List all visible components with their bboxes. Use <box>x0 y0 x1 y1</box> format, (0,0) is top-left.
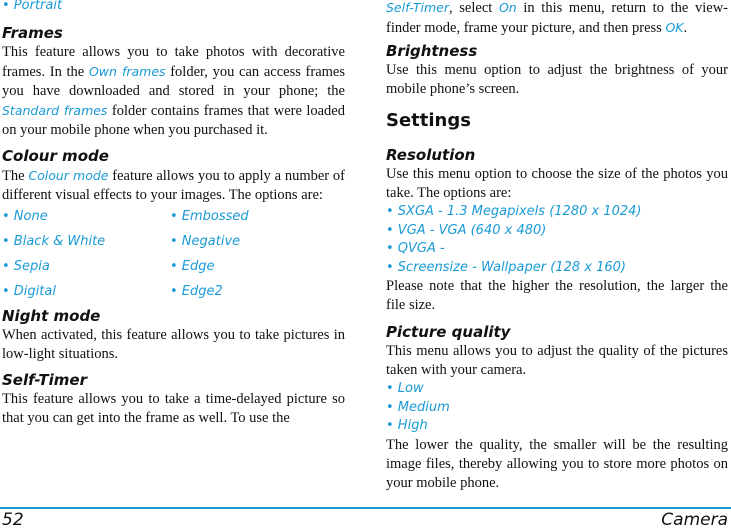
self-timer-cont-text-2: in this menu, return to the view-finder mode, frame your picture, and then press <box>386 0 728 36</box>
frames-text-2: folder, you can access frames you have downloaded and stored in your phone; the <box>2 64 345 99</box>
on-keyword: On <box>498 0 517 15</box>
self-timer-cont-text-1: , select <box>449 0 499 16</box>
own-frames-keyword: Own frames <box>88 64 166 79</box>
night-mode-section <box>2 306 345 364</box>
self-timer-section <box>2 370 345 428</box>
frames-text-1: This feature allows you to take photos with decorative frames. In the <box>2 44 345 80</box>
left-column <box>2 0 345 428</box>
settings-section <box>386 110 728 132</box>
colour-mode-options <box>2 208 345 302</box>
colour-mode-text-2: feature allows you to apply a number of different visual effects to your images. The options are: <box>2 168 346 203</box>
portrait-option: • Portrait <box>2 0 63 13</box>
colour-mode-text-1: The <box>2 168 29 184</box>
option-sepia: • Sepia <box>2 259 50 274</box>
brightness-heading: Brightness <box>386 42 478 60</box>
option-edge: • Edge <box>170 259 215 274</box>
picture-quality-section <box>386 322 728 493</box>
colour-mode-heading: Colour mode <box>2 147 109 165</box>
resolution-note: Please note that the higher the resolution, the larger the file size. <box>386 278 728 313</box>
quality-option-high: • High <box>386 418 428 433</box>
frames-text-3: folder contains frames that were loaded on your mobile phone when you purchased it. <box>2 103 345 138</box>
brightness-paragraph: Use this menu option to adjust the brightness of your mobile phone’s screen. <box>386 62 728 97</box>
picture-quality-intro: This menu allows you to adjust the quality of the pictures taken with your camera. <box>386 343 728 378</box>
colour-mode-paragraph <box>2 166 345 205</box>
resolution-intro: Use this menu option to choose the size of the photos you take. The options are: <box>386 166 728 201</box>
ok-keyword: OK <box>665 20 684 35</box>
resolution-option-qvga: • QVGA - <box>386 241 445 256</box>
frames-heading: Frames <box>2 24 63 42</box>
resolution-section <box>386 145 728 315</box>
quality-option-low: • Low <box>386 381 424 396</box>
option-edge2: • Edge2 <box>170 284 223 299</box>
footer-section-title: Camera <box>661 510 728 530</box>
self-timer-paragraph: This feature allows you to take a time-delayed picture so that you can get into the frame as well. To use the <box>2 390 345 426</box>
resolution-option-screensize: • Screensize - Wallpaper (128 x 160) <box>386 259 626 275</box>
resolution-option-vga: • VGA - VGA (640 x 480) <box>386 222 547 238</box>
night-mode-paragraph: When activated, this feature allows you to take pictures in low-light situations. <box>2 326 345 362</box>
settings-heading: Settings <box>386 110 471 131</box>
footer-divider <box>0 507 731 509</box>
right-column <box>386 0 728 493</box>
self-timer-heading: Self-Timer <box>2 370 87 389</box>
self-timer-continued-paragraph <box>386 0 728 38</box>
brightness-section <box>386 41 728 99</box>
standard-frames-keyword: Standard frames <box>2 103 108 118</box>
option-black-white: • Black & White <box>2 234 106 249</box>
frames-paragraph <box>2 43 345 140</box>
quality-option-medium: • Medium <box>386 399 450 415</box>
frames-section <box>2 23 345 140</box>
option-embossed: • Embossed <box>170 209 249 224</box>
picture-quality-heading: Picture quality <box>386 323 511 341</box>
resolution-heading: Resolution <box>386 146 476 164</box>
colour-mode-keyword: Colour mode <box>28 168 109 183</box>
page-number: 52 <box>2 510 24 530</box>
self-timer-cont-text-3: . <box>683 20 688 36</box>
night-mode-heading: Night mode <box>2 306 101 325</box>
picture-quality-note: The lower the quality, the smaller will be the resulting image files, thereby allowing you to store more photos on your mobile phone. <box>386 436 728 491</box>
option-none: • None <box>2 209 48 224</box>
option-digital: • Digital <box>2 284 56 299</box>
resolution-option-sxga: • SXGA - 1.3 Megapixels (1280 x 1024) <box>386 204 642 219</box>
option-negative: • Negative <box>170 234 241 249</box>
self-timer-keyword: Self-Timer <box>386 0 449 15</box>
colour-mode-section <box>2 146 345 302</box>
